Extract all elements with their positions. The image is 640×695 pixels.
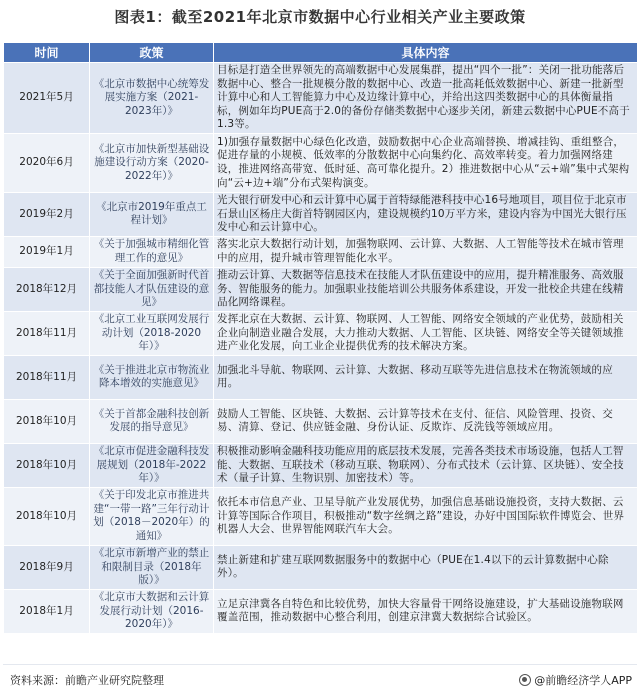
table-row xyxy=(4,399,638,443)
table-row xyxy=(4,63,638,134)
row-policy: 《北京市2019年重点工程计划》 xyxy=(90,192,214,236)
source-note: 资料来源：前瞻产业研究院整理 xyxy=(10,674,164,687)
row-detail: 依托本市信息产业、卫星导航产业发展优势，加强信息基础设施投资，支持大数据、云计算等国际合作项目，积极推动“数字丝绸之路”建设，办好中国国际软件博览会、世界机器人大会、世界智能网联汽车大会。 xyxy=(214,487,638,545)
row-detail: 1)加强存量数据中心绿色化改造，鼓励数据中心企业高端替换、增减挂钩、重组整合，促进存量的小规模、低效率的分散数据中心向集约化、高效率转变。着力加强网络建设，推进网络高带宽、低时延、高可靠化提升。2）推进数据中心从“云+端”集中式架构向“云+边+端”分布式架构演变。 xyxy=(214,133,638,192)
row-time: 2018年1月 xyxy=(4,589,90,633)
table-row xyxy=(4,443,638,487)
row-policy: 《北京市促进金融科技发展规划（2018年-2022年）》 xyxy=(90,443,214,487)
row-time: 2018年9月 xyxy=(4,545,90,589)
row-detail: 目标是打造全世界领先的高端数据中心发展集群，提出“四个一批”：关闭一批功能落后数据中心、整合一批规模分散的数据中心、改造一批高耗低效数据中心、新建一批新型计算中心和人工智能算力中心及边缘计算中心，并给出这四类数据中心的具体衡量指标，例如年均PUE高于2.0的备份存储类数据中心逐步关闭，新建云数据中心PUE不高于1.3等。 xyxy=(214,63,638,134)
row-policy: 《北京市加快新型基础设施建设行动方案（2020-2022年）》 xyxy=(90,133,214,192)
row-detail: 光大银行研发中心和云计算中心属于首特绿能港科技中心16号地项目，项目位于北京市石景山区杨庄大街首特钢园区内，建设规模约10万平方米，建设内容为中国光大银行压发中心和云计算中心。 xyxy=(214,192,638,236)
row-detail: 加强北斗导航、物联网、云计算、大数据、移动互联等先进信息技术在物流领域的应用。 xyxy=(214,355,638,399)
table-row xyxy=(4,311,638,355)
footer-divider xyxy=(3,664,637,665)
row-policy: 《北京市大数据和云计算发展行动计划（2016-2020年）》 xyxy=(90,589,214,633)
header-policy: 政策 xyxy=(90,43,214,63)
row-policy: 《北京工业互联网发展行动计划（2018-2020年）》 xyxy=(90,311,214,355)
row-policy: 《北京市新增产业的禁止和限制目录（2018年版）》 xyxy=(90,545,214,589)
table-row xyxy=(4,192,638,236)
row-time: 2018年12月 xyxy=(4,267,90,311)
row-policy: 《关于印发北京市推进共建“一带一路”三年行动计划（2018－2020年）的通知》 xyxy=(90,487,214,545)
table-row xyxy=(4,133,638,192)
footer xyxy=(0,668,640,690)
header-detail: 具体内容 xyxy=(214,43,638,63)
row-time: 2020年6月 xyxy=(4,133,90,192)
table-row xyxy=(4,545,638,589)
table-header-row xyxy=(4,43,638,63)
table-row xyxy=(4,589,638,633)
row-detail: 鼓励人工智能、区块链、大数据、云计算等技术在支付、征信、风险管理、投资、交易、清算、登记、供应链金融、身份认证、反欺诈、反洗钱等领域应用。 xyxy=(214,399,638,443)
row-detail: 落实北京大数据行动计划，加强物联网、云计算、大数据、人工智能等技术在城市管理中的应用，提升城市管理智能化水平。 xyxy=(214,236,638,267)
policy-table xyxy=(3,42,638,634)
table-row xyxy=(4,236,638,267)
brand-logo-icon xyxy=(519,674,531,686)
brand-credit xyxy=(519,672,632,688)
row-policy: 《关于推进北京市物流业降本增效的实施意见》 xyxy=(90,355,214,399)
row-policy: 《关于加强城市精细化管理工作的意见》 xyxy=(90,236,214,267)
chart-title: 图表1：截至2021年北京市数据中心行业相关产业主要政策 xyxy=(114,8,526,26)
row-time: 2018年10月 xyxy=(4,443,90,487)
row-detail: 禁止新建和扩建互联网数据服务中的数据中心（PUE在1.4以下的云计算数据中心除外）。 xyxy=(214,545,638,589)
table-row xyxy=(4,355,638,399)
row-policy: 《关于首都金融科技创新发展的指导意见》 xyxy=(90,399,214,443)
row-time: 2018年10月 xyxy=(4,487,90,545)
row-detail: 推动云计算、大数据等信息技术在技能人才队伍建设中的应用，提升精准服务、高效服务、智能服务的能力。加强职业技能培训公共服务体系建设，开发一批校企共建在线精品化网络课程。 xyxy=(214,267,638,311)
row-time: 2018年11月 xyxy=(4,311,90,355)
row-time: 2019年1月 xyxy=(4,236,90,267)
table-row xyxy=(4,267,638,311)
header-time: 时间 xyxy=(4,43,90,63)
table-row xyxy=(4,487,638,545)
row-time: 2021年5月 xyxy=(4,63,90,134)
row-time: 2019年2月 xyxy=(4,192,90,236)
row-policy: 《关于全面加强新时代首都技能人才队伍建设的意见》 xyxy=(90,267,214,311)
row-policy: 《北京市数据中心统筹发展实施方案（2021-2023年）》 xyxy=(90,63,214,134)
row-detail: 积极推动影响金融科技功能应用的底层技术发展，完善各类技术市场设施，包括人工智能、大数据、互联技术（移动互联、物联网）、分布式技术（云计算、区块链）、安全技术（量子计算、生物识别、加密技术）等。 xyxy=(214,443,638,487)
row-detail: 立足京津冀各自特色和比较优势，加快大容量骨干网络设施建设，扩大基础设施物联网覆盖范围，推动数据中心整合利用，创建京津冀大数据综合试验区。 xyxy=(214,589,638,633)
row-detail: 发挥北京在大数据、云计算、物联网、人工智能、网络安全领域的产业优势，鼓励相关企业向制造业融合发展，大力推动大数据、人工智能、区块链、网络安全等关键领域推进产业化发展，向工业企业提供优秀的技术解决方案。 xyxy=(214,311,638,355)
row-time: 2018年11月 xyxy=(4,355,90,399)
brand-text: @前瞻经济学人APP xyxy=(534,674,632,687)
row-time: 2018年10月 xyxy=(4,399,90,443)
